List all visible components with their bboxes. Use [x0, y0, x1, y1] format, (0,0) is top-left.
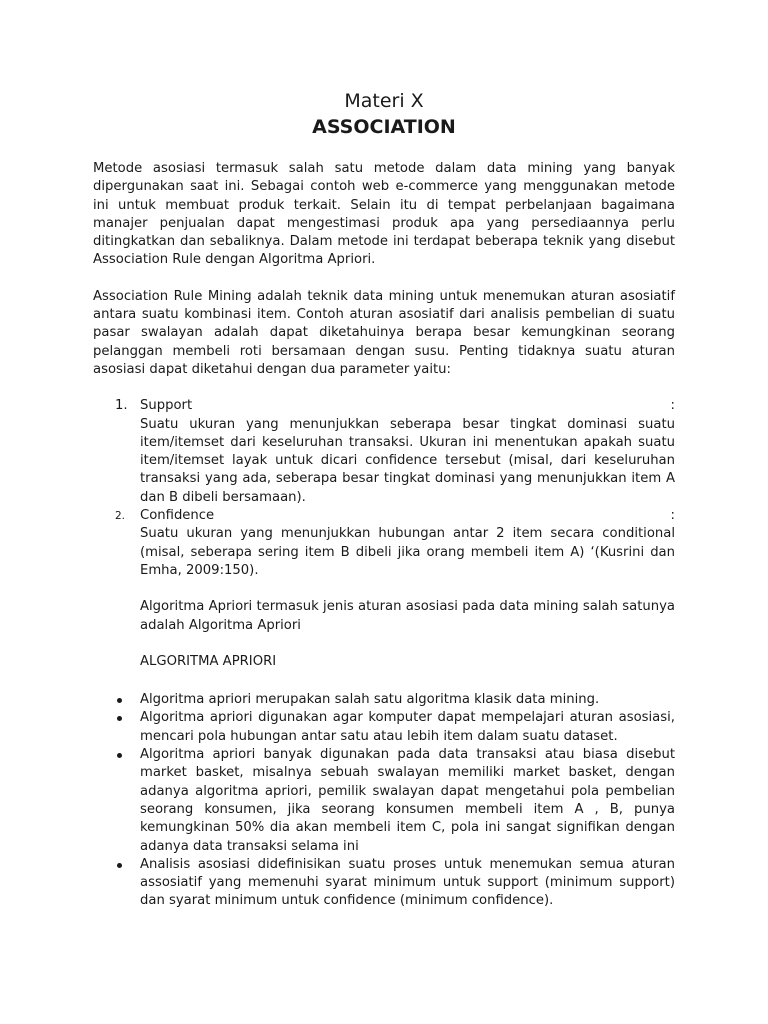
list-description: Suatu ukuran yang menunjukkan hubungan antar 2 item secara conditional (misal, seberapa sering item B dibeli jika orang membeli item A) ‘(Kusrini dan Emha, 2009:150). [140, 526, 675, 578]
section-heading: ALGORITMA APRIORI [140, 653, 277, 669]
apriori-bullet-list [93, 691, 675, 911]
bullet-icon [117, 863, 122, 868]
list-number: 2. [115, 510, 126, 523]
list-item [93, 746, 675, 856]
page-title: Materi X [344, 90, 424, 112]
bullet-icon [117, 753, 122, 758]
bullet-text: Algoritma apriori merupakan salah satu algoritma klasik data mining. [140, 692, 600, 708]
apriori-intro-paragraph: Algoritma Apriori termasuk jenis aturan asosiasi pada data mining salah satunya adalah Algoritma Apriori [140, 599, 675, 633]
list-number: 1. [115, 398, 128, 414]
list-term: Confidence [140, 508, 215, 524]
association-rule-paragraph: Association Rule Mining adalah teknik data mining untuk menemukan aturan asosiatif antara suatu kombinasi item. Contoh aturan asosiatif dari analisis pembelian di suatu pasar swalayan adalah dapat diketahuinya berapa besar kemungkinan seorang pelanggan membeli roti bersamaan dengan susu. Penting tidaknya suatu aturan asosiasi dapat diketahui dengan dua parameter yaitu: [93, 288, 675, 377]
bullet-text: Algoritma apriori digunakan agar komputer dapat mempelajari aturan asosiasi, mencari pola hubungan antar satu atau lebih item dalam suatu dataset. [140, 710, 675, 744]
list-description: Suatu ukuran yang menunjukkan seberapa besar tingkat dominasi suatu item/itemset dari keseluruhan transaksi. Ukuran ini menentukan apakah suatu item/itemset layak untuk dicari confidence tersebut (misal, dari keseluruhan transaksi yang ada, seberapa besar tingkat dominasi yang menunjukkan item A dan B dibeli bersamaan). [140, 416, 675, 505]
list-item [93, 507, 675, 580]
list-colon: : [670, 508, 675, 524]
list-item [93, 709, 675, 746]
page-subtitle: ASSOCIATION [312, 116, 456, 138]
bullet-icon [117, 698, 122, 703]
list-item [93, 691, 675, 709]
bullet-text: Analisis asosiasi didefinisikan suatu proses untuk menemukan semua aturan assosiatif yang memenuhi syarat minimum untuk support (minimum support) dan syarat minimum untuk confidence (minimum confidence). [140, 856, 675, 909]
list-item [93, 856, 675, 911]
parameter-list [93, 397, 675, 580]
intro-paragraph: Metode asosiasi termasuk salah satu metode dalam data mining yang banyak dipergunakan saat ini. Sebagai contoh web e-commerce yang menggunakan metode ini untuk membuat produk terkait. Selain itu di tempat perbelanjaan bagaimana manajer penjualan dapat mengestimasi produk apa yang persediaannya perlu ditingkatkan dan sebaliknya. Dalam metode ini terdapat beberapa teknik yang disebut Association Rule dengan Algoritma Apriori. [93, 161, 675, 268]
list-item [93, 397, 675, 507]
list-term: Support [140, 398, 193, 414]
list-colon: : [670, 398, 675, 414]
bullet-icon [117, 716, 122, 721]
document-page [93, 88, 675, 911]
bullet-text: Algoritma apriori banyak digunakan pada data transaksi atau biasa disebut market basket, misalnya sebuah swalayan memiliki market basket, dengan adanya algoritma apriori, pemilik swalayan dapat mengetahui pola pembelian seorang konsumen, jika seorang konsumen membeli item A , B, punya kemungkinan 50% dia akan membeli item C, pola ini sangat signifikan dengan adanya data transaksi selama ini [140, 747, 675, 854]
